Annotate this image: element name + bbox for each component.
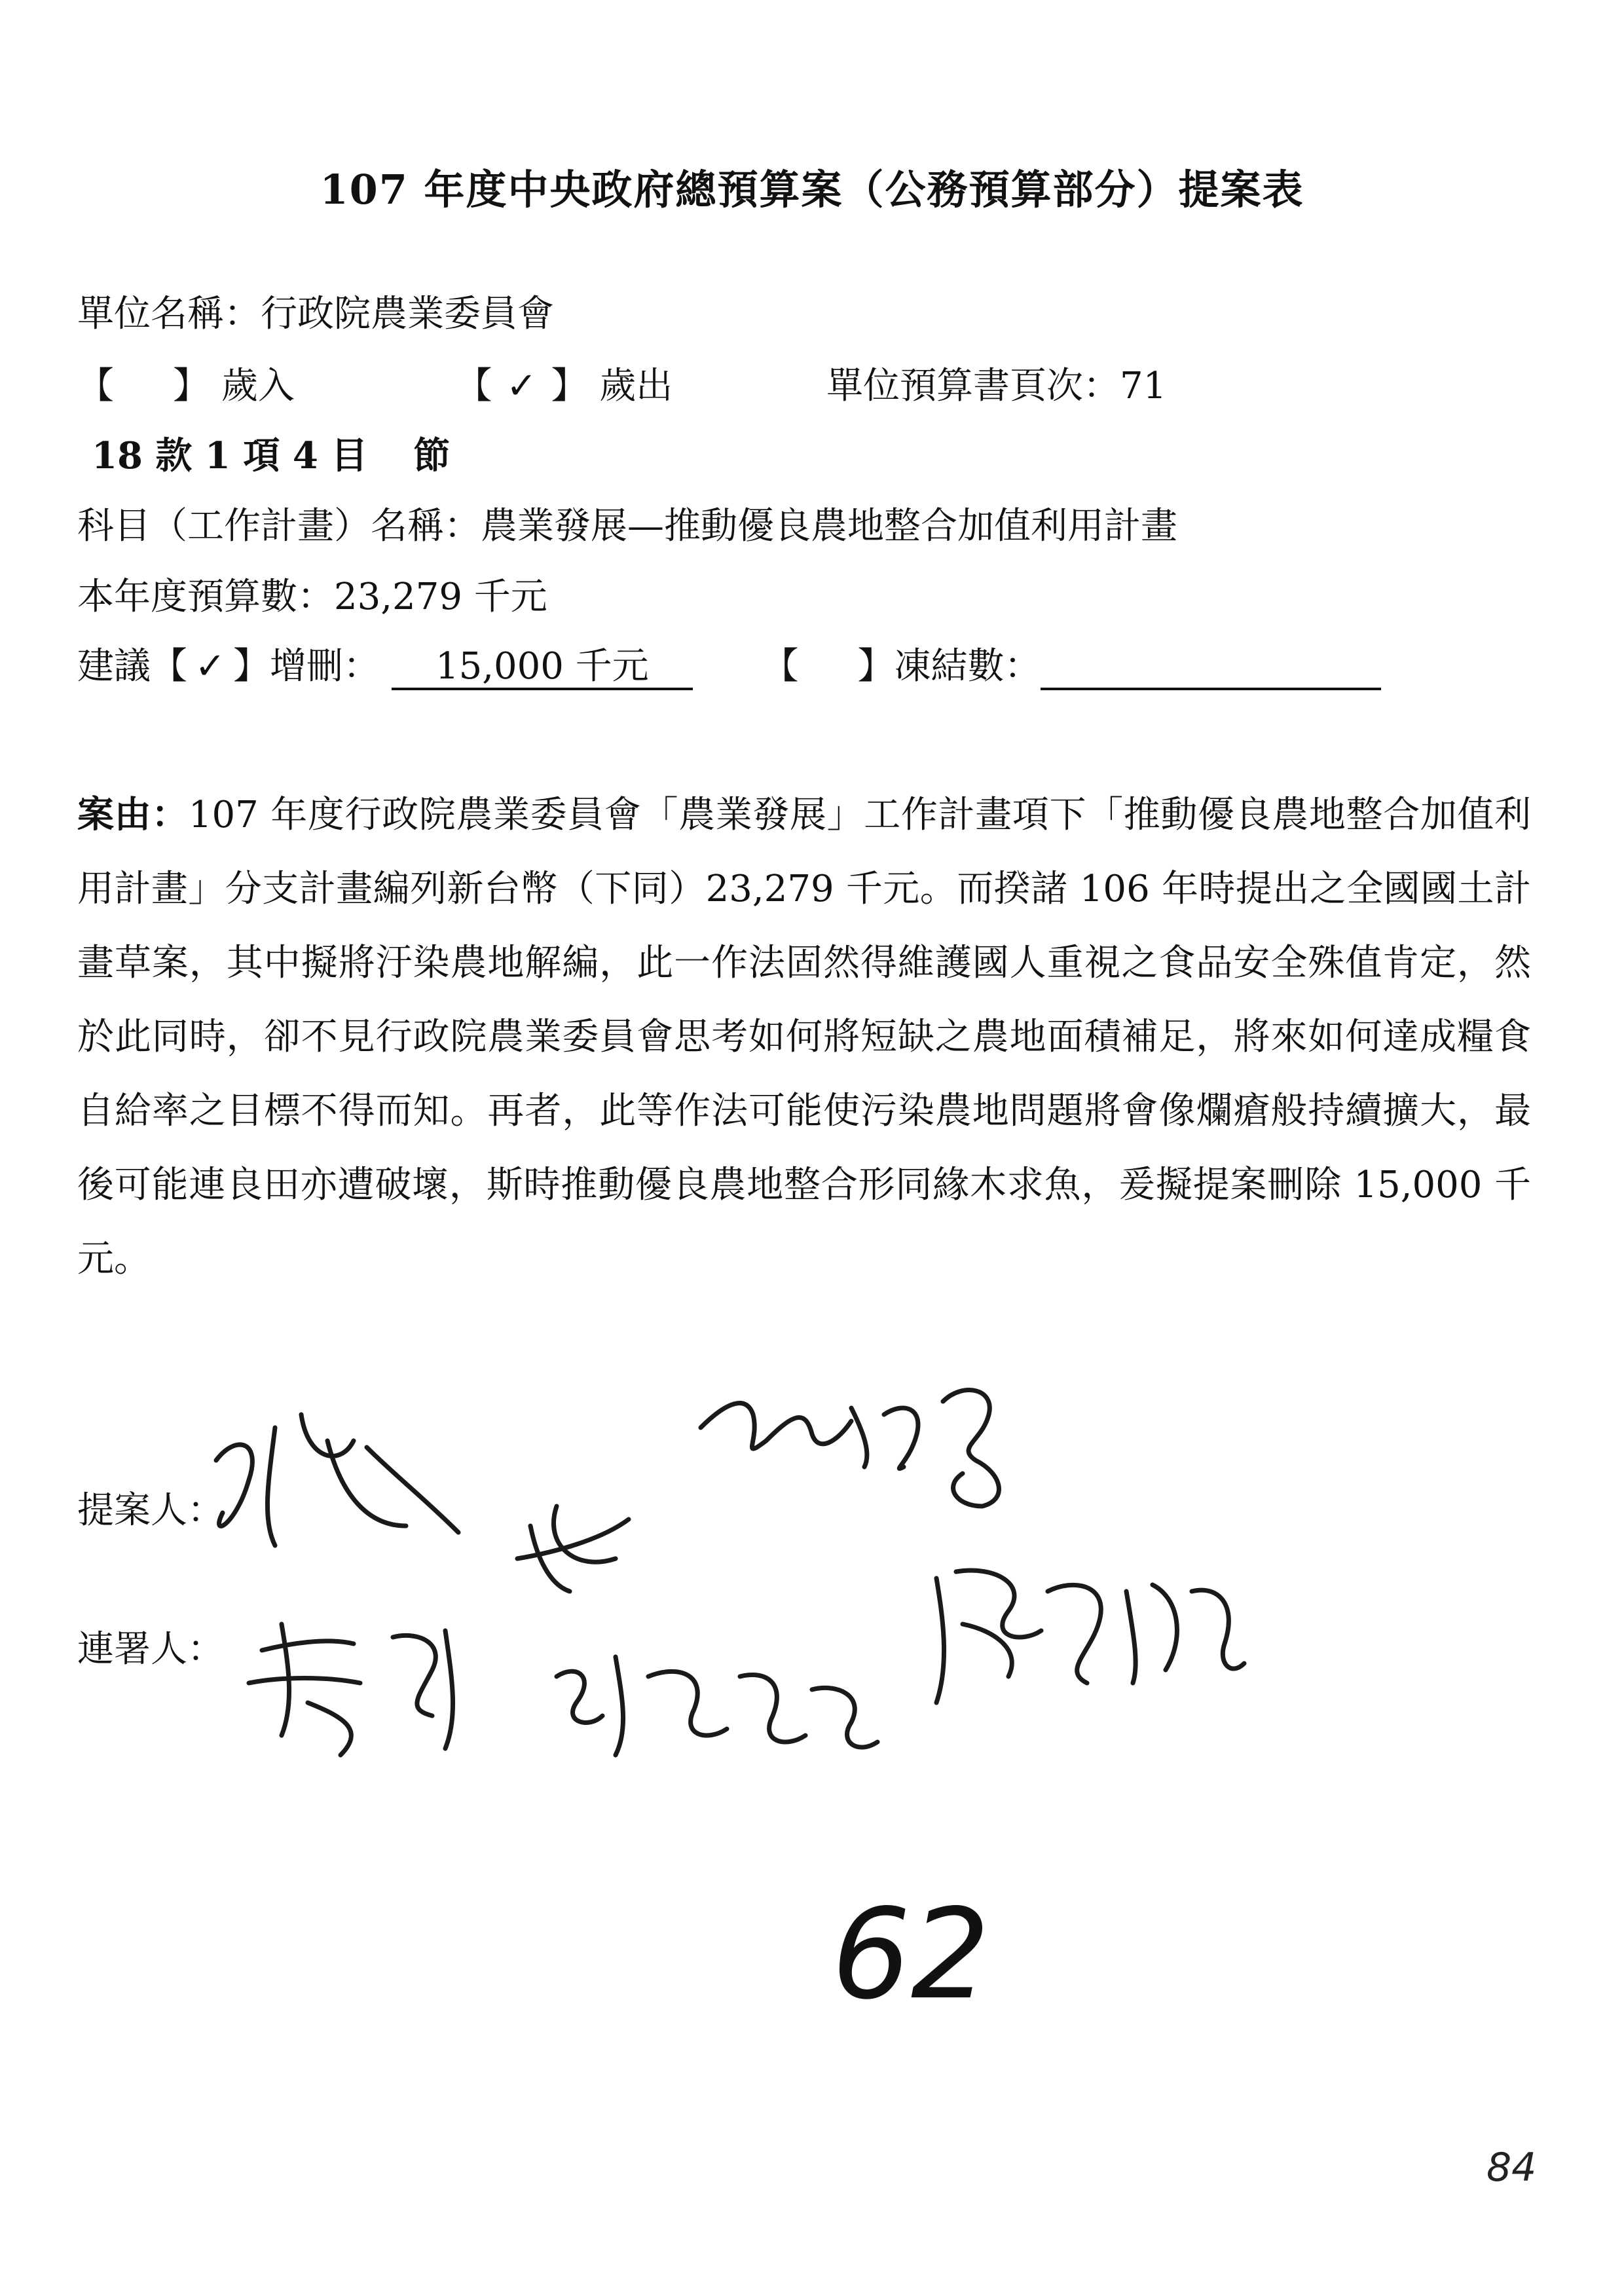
- bracket-open: 【: [455, 365, 492, 407]
- unit-value: 行政院農業委員會: [261, 293, 554, 335]
- case-label: 案由：: [77, 793, 189, 836]
- budget-label: 本年度預算數：: [77, 576, 334, 618]
- cosigner-signature-2: [701, 1390, 999, 1506]
- page-ref-value: 71: [1120, 365, 1167, 407]
- bracket-open: 【: [151, 645, 187, 688]
- cosigner-signature-1: [517, 1506, 629, 1591]
- program-value: 農業發展—推動優良農地整合加值利用計畫: [481, 505, 1177, 547]
- bracket-close: 】: [857, 645, 895, 688]
- bracket-close: 】: [551, 365, 588, 407]
- page-ref-label: 單位預算書頁次：: [826, 365, 1120, 407]
- program-label: 科目（工作計畫）名稱：: [77, 505, 481, 547]
- cosigner-signature-3: [249, 1624, 453, 1755]
- section-text: 18 款 1 項 4 目: [92, 434, 368, 477]
- cut-value: 15,000 千元: [392, 648, 693, 690]
- check-mark-icon: ✓: [194, 645, 226, 688]
- cosigner-signature-4: [557, 1657, 877, 1755]
- budget-value: 23,279 千元: [334, 576, 547, 618]
- bracket-open: 【: [77, 365, 114, 407]
- proposer-label: 提案人：: [77, 1489, 224, 1532]
- case-text: 107 年度行政院農業委員會「農業發展」工作計畫項下「推動優良農地整合加值利用計畫」分支計畫編列新台幣（下同）23,279 千元。而揆諸 106 年時提出之全國國土計畫草案，其中擬將汙染農地解編，此一作法固然得維護國人重視之食品安全殊值肯定，然於此同時，卻不見行政院農業委員會思考如何將短缺之農地面積補足，將來如何達成糧食自給率之目標不得而知。再者，此等作法可能使污染農地問題將會像爛瘡般持續擴大，最後可能連良田亦遭破壞，斯時推動優良農地整合形同緣木求魚，爰擬提案刪除 15,000 千元。: [77, 794, 1532, 1280]
- cosigner-label: 連署人：: [77, 1628, 224, 1671]
- page-title: 107 年度中央政府總預算案（公務預算部分）提案表: [320, 166, 1304, 213]
- bracket-close: 】: [233, 645, 270, 688]
- unit-label: 單位名稱：: [77, 293, 261, 335]
- proposal-prefix: 建議: [77, 645, 151, 688]
- cut-label: 增刪：: [270, 645, 380, 688]
- section-jie: 節: [413, 434, 451, 477]
- handwritten-number: 62: [832, 1882, 990, 2027]
- bracket-open: 【: [762, 645, 799, 688]
- proposer-signature: [216, 1415, 458, 1546]
- bracket-close: 】: [173, 365, 210, 407]
- expenditure-label: 歲出: [599, 365, 673, 407]
- freeze-label: 凍結數：: [894, 645, 1041, 688]
- check-mark-icon: ✓: [506, 365, 537, 407]
- page-corner-number: 84: [1486, 2145, 1537, 2191]
- revenue-label: 歲入: [221, 365, 295, 407]
- cosigner-signature-5: [936, 1570, 1244, 1703]
